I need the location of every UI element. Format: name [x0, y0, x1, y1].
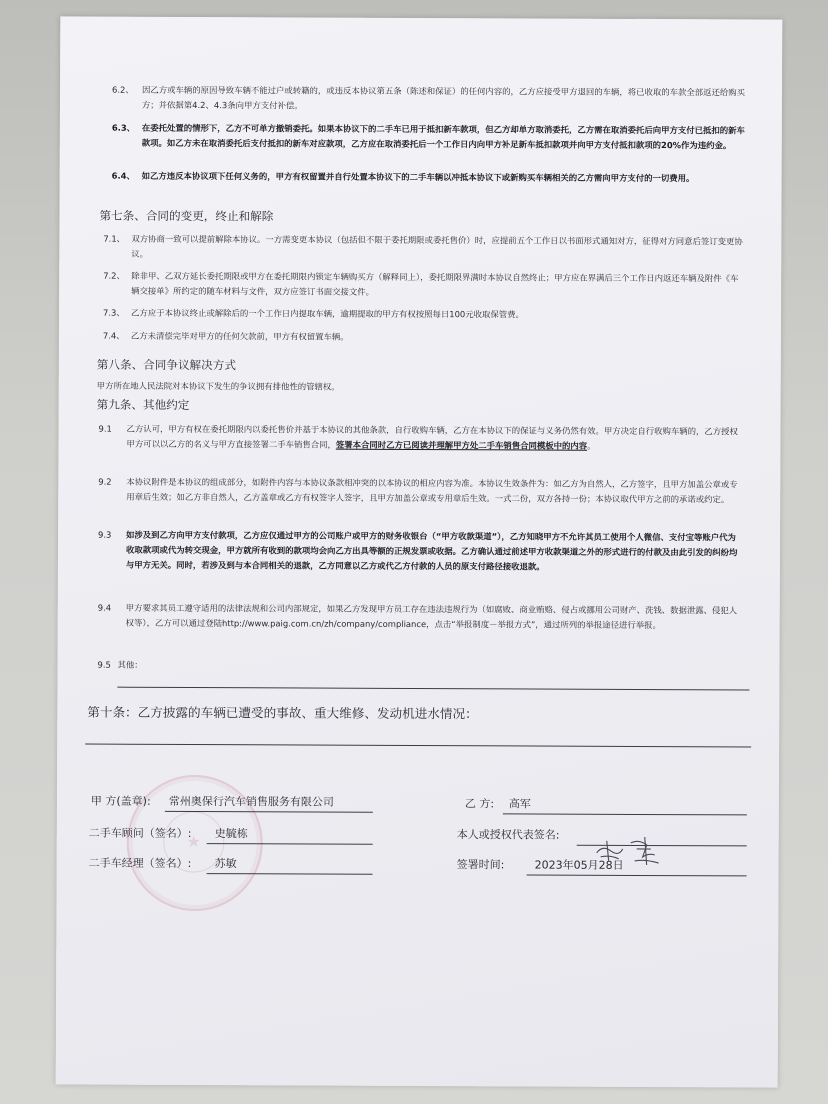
svg-text:★: ★ [186, 831, 201, 852]
consultant-label: 二手车顾问（签名）: [88, 826, 192, 841]
clause-number: 9.3 [98, 529, 112, 540]
clause-7-2 [103, 269, 749, 297]
clause-number: 9.2 [98, 476, 112, 487]
clause-text: 乙方未清偿完毕对甲方的任何欠款前，甲方有权留置车辆。 [130, 330, 349, 342]
section-8-text: 甲方所在地人民法院对本协议下发生的争议拥有排他性的管辖权。 [96, 380, 340, 392]
clause-6-2 [111, 83, 752, 111]
clause-number: 7.2、 [103, 270, 125, 281]
clause-6-3 [111, 121, 752, 151]
party-b-label: 乙 方: [464, 797, 495, 811]
clause-text: 双方协商一致可以提前解除本协议。一方需变更本协议（包括但不限于委托期限或委托售价）时，应提前五个工作日以书面形式通知对方，征得对方同意后签订变更协议。 [131, 233, 743, 259]
party-a-value: 常州奥保行汽车销售服务有限公司 [168, 794, 334, 809]
clause-number: 6.4、 [111, 170, 135, 181]
clause-text: 除非甲、乙双方延长委托期限或甲方在委托期限内锁定车辆购买方（解释同上），委托期限界满时本协议自然终止；甲方应在界满后三个工作日内返还车辆及附件《车辆交接单》所约定的随车材料与文件，双方应签订书面交接文件。 [131, 270, 739, 297]
clause-text: 如涉及到乙方向甲方支付款项，乙方应仅通过甲方的公司账户或甲方的财务收银台（“甲方收款渠道”），乙方知晓甲方不允许其员工使用个人微信、支付宝等账户代为收取款项或代为转交现金，甲方就所有收到的款项均会向乙方出具等额的正规发票或收据。乙方确认通过前述甲方收款渠道之外的形式进行的付款及由此引发的纠纷均与甲方无关。同时，若涉及到与本合同相关的退款，乙方同意以乙方或代乙方付款的人员的原支付路径接收退款。 [125, 529, 738, 572]
section-9-heading: 第九条、其他约定 [96, 397, 190, 412]
clause-7-1 [103, 232, 749, 259]
rep-signature-label: 本人或授权代表签名: [456, 828, 560, 842]
clause-text [126, 422, 742, 455]
clause-number: 6.2、 [111, 84, 134, 95]
manager-value: 苏敏 [214, 857, 237, 871]
clause-number: 6.3、 [111, 122, 136, 133]
clause-text: 如乙方违反本协议项下任何义务的，甲方有权留置并自行处置本协议下的二手车辆以冲抵本协议下或新购买车辆相关的乙方需向甲方支付的一切费用。 [141, 170, 695, 184]
date-line [527, 874, 747, 876]
clause-text: 甲方要求其员工遵守适用的法律法规和公司内部规定，如果乙方发现甲方员工存在违法违规行为（如腐败、商业贿赂、侵占或挪用公司财产、洗钱、数据泄露、侵犯人权等），乙方可以通过登陆http://www.paig.com.cn/zh/company/compliance，点击“举报制度－举报方式”，通过所列的举报途径进行举报。 [125, 602, 738, 631]
clause-6-4 [111, 169, 752, 184]
clause-number: 7.4、 [102, 330, 125, 341]
clause-text: 因乙方或车辆的原因导致车辆不能过户或转籍的，或违反本协议第五条（陈述和保证）的任何内容的，乙方应接受甲方退回的车辆，将已收取的车款全部返还给购买方；并依据第4.2、4.3条向甲方支付补偿。 [141, 84, 746, 111]
clause-9-5 [97, 658, 298, 670]
clause-7-4 [102, 329, 749, 342]
other-terms-line [117, 687, 749, 691]
clause-text: 乙方应于本协议终止或解除后的一个工作日内提取车辆，逾期提取的甲方有权按照每日100元收取保管费。 [131, 307, 524, 320]
clause-number: 7.1、 [103, 233, 126, 244]
consultant-value: 史毓栋 [214, 827, 248, 841]
clause-9-1-emphasis: 签署本合同时乙方已阅读并理解甲方处二手车销售合同模板中的内容 [335, 439, 588, 451]
clause-text: 在委托处置的情形下，乙方不可单方撤销委托。如果本协议下的二手车已用于抵扣新车款项，但乙方却单方取消委托，乙方需在取消委托后向甲方支付已抵扣的新车款项。如乙方未在取消委托后支付抵扣的新车对应款项，乙方应在取消委托后一个工作日内向甲方补足新车抵扣款项并向甲方支付抵扣款项的20%作为违约金。 [141, 122, 745, 151]
clause-9-1-end: 。 [587, 440, 596, 451]
contract-page [56, 16, 783, 1087]
clause-9-1 [98, 422, 747, 451]
date-value: 2023年05月28日 [534, 858, 624, 872]
section-7-heading: 第七条、合同的变更，终止和解除 [99, 208, 274, 224]
clause-9-2 [98, 475, 746, 505]
clause-7-3 [103, 306, 749, 320]
clause-number: 9.5 [97, 659, 111, 670]
clause-9-1-body: 乙方认可，甲方有权在委托期限内以委托售价并基于本协议的其他条款，自行收购车辆，乙方在本协议下的保证与义务仍然有效。甲方决定自行收购车辆的，乙方授权甲方可以以乙方的名义与甲方直接签署二手车销售合同， [126, 423, 738, 450]
clause-9-3 [98, 528, 746, 572]
manager-label: 二手车经理（签名）: [88, 856, 192, 871]
clause-text: 本协议附件是本协议的组成部分，如附件内容与本协议条款相冲突的以本协议的相应内容为准。本协议生效条件为：如乙方为自然人，乙方签字，且甲方加盖公章或专用章后生效；如乙方非自然人，乙方盖章或乙方有权签字人签字，且甲方加盖公章或专用章后生效。一式二份，双方各持一份；本协议取代甲方之前的承诺或约定。 [126, 476, 738, 505]
clause-9-4 [97, 601, 746, 631]
clause-text: 其他： [117, 659, 143, 670]
section-8-heading: 第八条、合同争议解决方式 [96, 357, 236, 373]
clause-number: 9.4 [97, 602, 112, 613]
section-10-heading: 第十条：乙方披露的车辆已遭受的事故、重大维修、发动机进水情况： [87, 704, 478, 722]
date-label: 签署时间: [456, 858, 505, 872]
clause-number: 7.3、 [103, 307, 125, 318]
party-b-value: 高军 [508, 797, 531, 811]
handwritten-signature [589, 831, 729, 872]
disclosure-line [85, 744, 751, 748]
party-b-line [503, 813, 747, 815]
party-a-label: 甲 方(盖章): [90, 794, 151, 808]
clause-number: 9.1 [98, 423, 112, 434]
